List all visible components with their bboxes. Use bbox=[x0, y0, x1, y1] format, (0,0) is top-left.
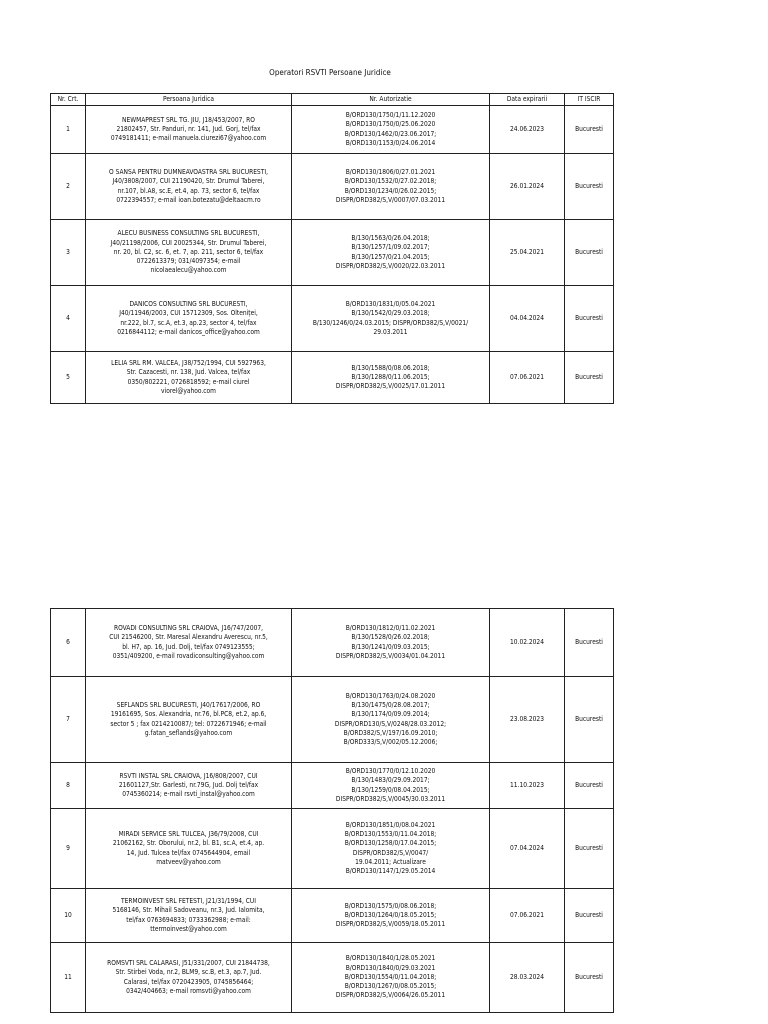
expiry-date: 07.06.2021 bbox=[490, 889, 565, 943]
authorization-line: B/ORD130/1770/0/12.10.2020 bbox=[345, 767, 436, 776]
authorization-line: B/ORD130/1840/1/28.05.2021 bbox=[345, 954, 436, 963]
iscir-office: Bucuresti bbox=[565, 943, 614, 1013]
row-number: 7 bbox=[51, 677, 86, 763]
operator-line: tel/fax 0763694833; 0733362988; e-mail: bbox=[126, 915, 251, 924]
authorization-line: B/130/1174/0/09.09.2014; bbox=[351, 710, 430, 719]
row-number: 1 bbox=[51, 106, 86, 154]
iscir-office: Bucuresti bbox=[565, 677, 614, 763]
operator-line: 0745360214; e-mail rsvti_instal@yahoo.com bbox=[122, 790, 255, 799]
authorization-line: B/ORD130/1267/0/08.05.2015; bbox=[344, 982, 437, 991]
table-row bbox=[51, 763, 614, 809]
iscir-office: Bucuresti bbox=[565, 609, 614, 677]
authorization-line: B/ORD382/S,V/197/16.09.2010; bbox=[343, 728, 438, 737]
operator-line: nr.107, bl.A8, sc.E, et.4, ap. 73, sector 6, tel/fax bbox=[117, 186, 260, 195]
row-number: 5 bbox=[51, 352, 86, 404]
operator-line: 0342/404663; e-mail romsvti@yahoo.com bbox=[126, 986, 251, 995]
authorization-line: B/ORD130/1532/0/27.02.2018; bbox=[344, 177, 437, 186]
authorization-cell bbox=[292, 889, 490, 943]
expiry-date: 07.04.2024 bbox=[490, 809, 565, 889]
operator-line: Str. Cazacesti, nr. 138, Jud. Valcea, tel/fax bbox=[126, 368, 251, 377]
authorization-line: 19.04.2011; Actualizare bbox=[355, 857, 426, 866]
row-number: 11 bbox=[51, 943, 86, 1013]
authorization-line: B/130/1288/0/11.06.2015; bbox=[351, 372, 430, 381]
header-nr: Nr. Crt. bbox=[51, 94, 86, 106]
authorization-cell bbox=[292, 154, 490, 220]
iscir-office: Bucuresti bbox=[565, 809, 614, 889]
operator-line: bl. H7, ap. 16, Jud. Dolj, tel/fax 0749123555; bbox=[122, 642, 255, 651]
operator-line: CUI 21546200, Str. Maresal Alexandru Averescu, nr.5, bbox=[109, 633, 268, 642]
operator-line: 21062162, Str. Oborului, nr.2, bl. B1, sc.A, et.4, ap. bbox=[112, 839, 265, 848]
row-number: 8 bbox=[51, 763, 86, 809]
authorization-line: DISPR/ORD382/S,V/0047/ bbox=[352, 848, 429, 857]
operator-line: J40/11946/2003, CUI 15712309, Sos. Olteniței, bbox=[119, 309, 258, 318]
operator-line: 0216844112; e-mail danicos_office@yahoo.com bbox=[117, 327, 260, 336]
operator-cell bbox=[86, 352, 292, 404]
operator-cell bbox=[86, 609, 292, 677]
authorization-cell bbox=[292, 763, 490, 809]
authorization-line: B/130/1257/0/21.04.2015; bbox=[351, 252, 430, 261]
authorization-line: B/ORD333/S,V/002/05.12.2006; bbox=[343, 737, 438, 746]
authorization-line: B/130/1257/1/09.02.2017; bbox=[351, 243, 430, 252]
operator-line: 5168146, Str. Mihail Sadoveanu, nr.3, Jud. Ialomita, bbox=[112, 906, 265, 915]
operator-line: 0351/409200, e-mail rovadiconsulting@yahoo.com bbox=[112, 651, 265, 660]
operator-line: LELIA SRL RM. VALCEA, J38/752/1994, CUI 5927963, bbox=[111, 359, 266, 368]
authorization-line: B/ORD130/1153/0/24.06.2014 bbox=[345, 138, 436, 147]
operator-line: 21802457, Str. Panduri, nr. 141, Jud. Gorj, tel/fax bbox=[116, 124, 261, 133]
operator-line: NEWMAPREST SRL TG. JIU, J18/453/2007, RO bbox=[122, 115, 255, 124]
operator-line: 19161695, Sos. Alexandria, nr.76, bl.PC8, et.2, ap.6, bbox=[110, 710, 267, 719]
operator-line: 0749181411; e-mail manuela.ciurezi67@yahoo.com bbox=[110, 134, 267, 143]
authorization-line: DISPR/ORD382/S,V/0059/18.05.2011 bbox=[335, 920, 446, 929]
header-expiry: Data expirarii bbox=[490, 94, 565, 106]
table-row bbox=[51, 220, 614, 286]
iscir-office: Bucuresti bbox=[565, 154, 614, 220]
header-authorization: Nr. Autorizatie bbox=[292, 94, 490, 106]
operator-cell bbox=[86, 106, 292, 154]
authorization-cell bbox=[292, 809, 490, 889]
operator-line: SEFLANDS SRL BUCURESTI, J40/17617/2006, RO bbox=[116, 701, 261, 710]
table-header-row bbox=[51, 94, 614, 106]
expiry-date: 10.02.2024 bbox=[490, 609, 565, 677]
authorization-line: DISPR/ORD130/S,V/0248/28.03.2012; bbox=[334, 719, 447, 728]
operator-line: Calarasi, tel/fax 0720423905, 0745856464; bbox=[123, 977, 254, 986]
table-row bbox=[51, 809, 614, 889]
authorization-line: B/ORD130/1264/0/18.05.2015; bbox=[344, 910, 437, 919]
authorization-line: DISPR/ORD382/S,V/0020/22.03.2011 bbox=[335, 261, 446, 270]
operator-line: 14, Jud. Tulcea tel/fax 0745644904, email bbox=[126, 848, 251, 857]
operator-line: DANICOS CONSULTING SRL BUCURESTI, bbox=[129, 300, 248, 309]
operator-line: matveev@yahoo.com bbox=[156, 857, 221, 866]
operator-line: g.fatan_seflands@yahoo.com bbox=[144, 728, 233, 737]
row-number: 9 bbox=[51, 809, 86, 889]
authorization-cell bbox=[292, 943, 490, 1013]
authorization-line: B/ORD130/1763/0/24.08.2020 bbox=[345, 691, 436, 700]
operator-line: 21601127,Str. Garlesti, nr.79G, Jud. Dolj tel/fax bbox=[118, 780, 259, 789]
authorization-line: B/130/1246/0/24.03.2015; DISPR/ORD382/S,V/0021/ bbox=[312, 318, 469, 327]
operator-line: Str. Stirbei Voda, nr.2, BLM9, sc.B, et.3, ap.7, Jud. bbox=[115, 968, 262, 977]
authorization-line: DISPR/ORD382/S,V/0025/17.01.2011 bbox=[335, 382, 446, 391]
expiry-date: 04.04.2024 bbox=[490, 286, 565, 352]
table-row bbox=[51, 352, 614, 404]
operator-line: ALECU BUSINESS CONSULTING SRL BUCURESTI, bbox=[117, 229, 260, 238]
operators-table-page-1 bbox=[50, 93, 614, 404]
expiry-date: 26.01.2024 bbox=[490, 154, 565, 220]
expiry-date: 11.10.2023 bbox=[490, 763, 565, 809]
operator-line: O SANSA PENTRU DUMNEAVOASTRA SRL BUCURESTI, bbox=[109, 168, 268, 177]
operator-line: MIRADI SERVICE SRL TULCEA, J36/79/2008, CUI bbox=[118, 830, 259, 839]
operator-cell bbox=[86, 763, 292, 809]
authorization-line: B/ORD130/1806/0/27.01.2021 bbox=[345, 168, 436, 177]
authorization-cell bbox=[292, 609, 490, 677]
authorization-line: DISPR/ORD382/S,V/0045/30.03.2011 bbox=[335, 794, 446, 803]
table-row bbox=[51, 677, 614, 763]
authorization-line: B/ORD130/1147/1/29.05.2014 bbox=[345, 866, 436, 875]
operator-line: nr.222, bl.7, sc.A, et.3, ap.23, sector 4, tel/fax bbox=[120, 318, 257, 327]
authorization-line: DISPR/ORD382/S,V/0007/07.03.2011 bbox=[335, 195, 446, 204]
authorization-line: B/ORD130/1750/1/11.12.2020 bbox=[345, 111, 436, 120]
table-row bbox=[51, 609, 614, 677]
authorization-line: B/ORD130/1462/0/23.06.2017; bbox=[344, 129, 437, 138]
authorization-line: B/130/1542/0/29.03.2018; bbox=[351, 309, 430, 318]
operator-line: sector 5 ; fax 0214210087/; tel: 0722671946; e-mail bbox=[110, 719, 267, 728]
expiry-date: 07.06.2021 bbox=[490, 352, 565, 404]
authorization-line: B/ORD130/1812/0/11.02.2021 bbox=[345, 624, 436, 633]
header-iscir: IT ISCIR bbox=[565, 94, 614, 106]
authorization-line: B/ORD130/1831/0/05.04.2021 bbox=[345, 300, 436, 309]
authorization-line: B/ORD130/1840/0/29.03.2021 bbox=[345, 963, 436, 972]
operator-cell bbox=[86, 809, 292, 889]
row-number: 4 bbox=[51, 286, 86, 352]
iscir-office: Bucuresti bbox=[565, 286, 614, 352]
operator-line: ttermoinvest@yahoo.com bbox=[150, 924, 227, 933]
operator-cell bbox=[86, 943, 292, 1013]
operator-line: ROMSVTI SRL CALARASI, J51/331/2007, CUI 21844738, bbox=[107, 959, 270, 968]
authorization-line: B/130/1483/0/29.09.2017; bbox=[351, 776, 430, 785]
operator-line: nr. 20, bl. C2, sc. 6, et. 7, ap. 211, sector 6, tel/fax bbox=[113, 247, 264, 256]
authorization-line: B/130/1528/0/26.02.2018; bbox=[351, 633, 430, 642]
authorization-line: DISPR/ORD382/S,V/0064/26.05.2011 bbox=[335, 991, 446, 1000]
authorization-line: B/130/1475/0/28.08.2017; bbox=[351, 701, 430, 710]
iscir-office: Bucuresti bbox=[565, 106, 614, 154]
authorization-cell bbox=[292, 220, 490, 286]
operator-line: RSVTI INSTAL SRL CRAIOVA, J16/808/2007, CUI bbox=[119, 771, 258, 780]
authorization-line: B/130/1588/0/08.06.2018; bbox=[351, 363, 430, 372]
operator-line: nicolaealecu@yahoo.com bbox=[150, 266, 227, 275]
operators-table-page-2 bbox=[50, 608, 614, 1013]
table-row bbox=[51, 106, 614, 154]
expiry-date: 24.06.2023 bbox=[490, 106, 565, 154]
operator-cell bbox=[86, 154, 292, 220]
operator-cell bbox=[86, 220, 292, 286]
authorization-line: B/130/1241/0/09.03.2015; bbox=[351, 642, 430, 651]
expiry-date: 25.04.2021 bbox=[490, 220, 565, 286]
table-row bbox=[51, 286, 614, 352]
header-operator: Persoana Juridica bbox=[86, 94, 292, 106]
authorization-cell bbox=[292, 677, 490, 763]
iscir-office: Bucuresti bbox=[565, 889, 614, 943]
operator-line: J40/3808/2007, CUI 21190420, Str. Drumul Taberei, bbox=[112, 177, 265, 186]
operator-line: viorel@yahoo.com bbox=[161, 386, 216, 395]
document-title: Operatori RSVTI Persoane Juridice bbox=[269, 68, 391, 77]
authorization-line: B/ORD130/1258/0/17.04.2015; bbox=[344, 839, 437, 848]
row-number: 6 bbox=[51, 609, 86, 677]
authorization-line: B/ORD130/1851/0/08.04.2021 bbox=[345, 820, 436, 829]
authorization-line: B/ORD130/1750/0/25.06.2020 bbox=[345, 120, 436, 129]
authorization-line: B/ORD130/1575/0/08.06.2018; bbox=[344, 901, 437, 910]
authorization-line: B/ORD130/1554/0/11.04.2018; bbox=[344, 972, 437, 981]
authorization-line: B/ORD130/1234/0/26.02.2015; bbox=[344, 186, 437, 195]
operator-line: TERMOINVEST SRL FETESTI, J21/31/1994, CUI bbox=[121, 897, 256, 906]
authorization-cell bbox=[292, 352, 490, 404]
authorization-line: 29.03.2011 bbox=[373, 327, 408, 336]
operator-line: ROVADI CONSULTING SRL CRAIOVA, J16/747/2007, bbox=[113, 624, 264, 633]
operator-cell bbox=[86, 286, 292, 352]
authorization-line: B/ORD130/1553/0/11.04.2018; bbox=[344, 830, 437, 839]
authorization-cell bbox=[292, 106, 490, 154]
row-number: 3 bbox=[51, 220, 86, 286]
operator-line: 0722394557; e-mail ioan.botezatu@deltaacm.ro bbox=[116, 195, 261, 204]
expiry-date: 28.03.2024 bbox=[490, 943, 565, 1013]
operator-cell bbox=[86, 677, 292, 763]
table-row bbox=[51, 943, 614, 1013]
authorization-line: B/130/1563/0/26.04.2018; bbox=[351, 234, 430, 243]
operator-line: 0350/802221, 0726818592; e-mail ciurel bbox=[127, 377, 250, 386]
operator-cell bbox=[86, 889, 292, 943]
expiry-date: 23.08.2023 bbox=[490, 677, 565, 763]
iscir-office: Bucuresti bbox=[565, 220, 614, 286]
row-number: 2 bbox=[51, 154, 86, 220]
authorization-line: DISPR/ORD382/S,V/0034/01.04.2011 bbox=[335, 651, 446, 660]
authorization-line: B/130/1259/0/08.04.2015; bbox=[351, 785, 430, 794]
table-row bbox=[51, 889, 614, 943]
table-row bbox=[51, 154, 614, 220]
authorization-cell bbox=[292, 286, 490, 352]
operator-line: J40/21198/2006, CUI 20025344, Str. Drumul Taberei, bbox=[110, 238, 267, 247]
iscir-office: Bucuresti bbox=[565, 763, 614, 809]
iscir-office: Bucuresti bbox=[565, 352, 614, 404]
operator-line: 0722613379; 031/4097354; e-mail bbox=[136, 257, 241, 266]
row-number: 10 bbox=[51, 889, 86, 943]
